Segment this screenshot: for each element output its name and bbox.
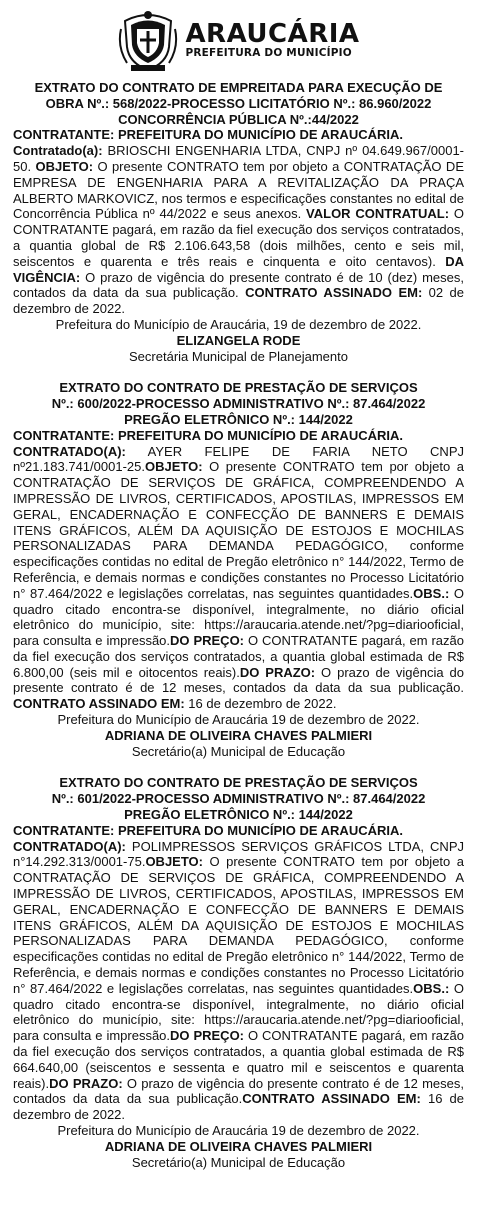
contratado-label: CONTRATADO(A):: [13, 838, 126, 854]
objeto-label: OBJETO:: [144, 459, 203, 475]
contratado-label: CONTRATADO(A):: [13, 443, 126, 459]
obs-text: O quadro citado encontra-se disponível, integralmente, no diário oficial eletrônico do município, site: https://araucaria.atende.net/?pg=diariooficial, para consulta e impressão.: [13, 980, 464, 1044]
signer-name: ADRIANA DE OLIVEIRA CHAVES PALMIERI: [104, 1138, 373, 1154]
contratante-line: CONTRATANTE: PREFEITURA DO MUNICÍPIO DE ARAUCÁRIA.: [13, 127, 403, 143]
contratado-text: POLIMPRESSOS SERVIÇOS GRÁFICOS LTDA, CNPJ n°14.292.313/0001-75.: [13, 838, 464, 870]
brand-subtitle: PREFEITURA DO MUNICÍPIO: [185, 47, 352, 59]
contratado-text: BRIOSCHI ENGENHARIA LTDA, CNPJ nº 04.649.967/0001-50.: [13, 143, 464, 174]
signer-role: Secretária Municipal de Planejamento: [129, 348, 348, 364]
contract-body: [13, 839, 464, 1123]
obs-label: OBS.:: [413, 585, 450, 601]
contratante-line: CONTRATANTE: PREFEITURA DO MUNICÍPIO DE ARAUCÁRIA.: [13, 822, 403, 838]
brand: [185, 21, 359, 59]
signer-name: ELIZANGELA RODE: [176, 332, 301, 348]
contract-body: [13, 444, 464, 713]
city-crest-logo: [117, 7, 179, 73]
place-date: Prefeitura do Município de Araucária 19 de dezembro de 2022.: [57, 712, 420, 728]
notice-title-line: EXTRATO DO CONTRATO DE PRESTAÇÃO DE SERVIÇOS: [59, 775, 418, 791]
header: [13, 6, 464, 74]
prazo-label: DO PRAZO:: [239, 664, 316, 680]
objeto-label: OBJETO:: [145, 854, 203, 870]
place-date: Prefeitura do Município de Araucária, 19 de dezembro de 2022.: [55, 316, 422, 332]
place-date: Prefeitura do Município de Araucária 19 de dezembro de 2022.: [57, 1123, 420, 1138]
signer-role: Secretário(a) Municipal de Educação: [131, 1154, 346, 1170]
preco-label: DO PREÇO:: [170, 633, 245, 649]
objeto-text: O presente CONTRATO tem por objeto a CONTRATAÇÃO DE EMPRESA DE ENGENHARIA PARA A REVITALIZAÇÃO DA PRAÇA ALBERTO MARKOVICZ, nos termos e especificações constantes no edital de Concorrência Pública nº 44/2022 e seus anexos.: [13, 158, 464, 222]
objeto-text: O presente CONTRATO tem por objeto a CONTRATAÇÃO DE SERVIÇOS DE GRÁFICA, COMPREENDENDO A IMPRESSÃO DE LIVROS, CERTIFICADOS, APOSTILAS, IMPRESSOS EM GERAL, ENCADERNAÇÃO E CONFECÇÃO DE BANNERS E DEMAIS ITENS GRÁFICOS, ALÉM DA AQUISIÇÃO DE ESTOJOS E MOCHILAS PERSONALIZADAS PARA DEMANDA PEDAGÓGICO, conforme especificações contidas no edital de Pregão eletrônico n° 144/2022, Termo de Referência, e demais normas e condições constantes no Processo Licitatório n° 87.464/2022 e legislações correlatas, nas seguintes quantidades.: [13, 854, 464, 996]
brand-name: ARAUCÁRIA: [185, 19, 360, 49]
notice-1: [13, 80, 464, 364]
assinado-label: CONTRATO ASSINADO EM:: [245, 285, 423, 301]
prazo-text: O prazo de vigência do presente contrato é de 12 meses, contados da data da sua publicação.: [13, 664, 464, 696]
notice-title-line: PREGÃO ELETRÔNICO Nº.: 144/2022: [124, 411, 353, 427]
contratante-line: CONTRATANTE: PREFEITURA DO MUNICÍPIO DE ARAUCÁRIA.: [13, 427, 403, 443]
preco-text: O CONTRATANTE pagará, em razão da fiel execução dos serviços contratados, a quantia global estimada de R$ 6.800,00 (seis mil e oitocentos reais).: [13, 633, 464, 680]
notice-title-line: Nº.: 600/2022-PROCESSO ADMINISTRATIVO Nº.: 87.464/2022: [51, 396, 426, 412]
notice-title-line: EXTRATO DO CONTRATO DE EMPREITADA PARA EXECUÇÃO DE: [34, 80, 443, 95]
assinado-label: CONTRATO ASSINADO EM:: [13, 696, 185, 712]
vigencia-label: DA VIGÊNCIA:: [13, 253, 464, 285]
notice-title-line: EXTRATO DO CONTRATO DE PRESTAÇÃO DE SERVIÇOS: [59, 380, 418, 396]
spacer: [13, 364, 464, 380]
signer-role: Secretário(a) Municipal de Educação: [131, 743, 346, 759]
notice-title-line: Nº.: 601/2022-PROCESSO ADMINISTRATIVO Nº.: 87.464/2022: [51, 791, 426, 807]
assinado-text: 16 de dezembro de 2022.: [184, 696, 337, 712]
preco-text: O CONTRATANTE pagará, em razão da fiel execução dos serviços contratados, a quantia global estimada de R$ 664.640,00 (seiscentos e sessenta e quatro mil e seiscentos e quarenta reais).: [13, 1028, 464, 1091]
obs-label: OBS.:: [413, 980, 450, 996]
notice-title-line: OBRA Nº.: 568/2022-PROCESSO LICITATÓRIO Nº.: 86.960/2022: [45, 95, 432, 111]
assinado-label: CONTRATO ASSINADO EM:: [242, 1091, 421, 1107]
notice-3: [13, 775, 464, 1170]
vigencia-text: O prazo de vigência do presente contrato é de 10 (dez) meses, contados da data da sua publicação.: [13, 269, 464, 301]
prazo-text: O prazo de vigência do presente contrato é de 12 meses, contados da data da sua publicação.: [13, 1075, 464, 1107]
objeto-label: OBJETO:: [35, 158, 94, 174]
notice-2: [13, 380, 464, 759]
assinado-text: 16 de dezembro de 2022.: [13, 1091, 464, 1123]
valor-text: O CONTRATANTE pagará, em razão da fiel execução dos serviços contratados, a quantia global de R$ 2.106.643,58 (dois milhões, cento e seis mil, seiscentos e quarenta e três reais e cinquenta e oito centavos).: [13, 206, 464, 269]
contract-body: [13, 143, 464, 317]
assinado-text: 02 de dezembro de 2022.: [13, 285, 464, 317]
preco-label: DO PREÇO:: [170, 1028, 245, 1044]
prazo-label: DO PRAZO:: [49, 1075, 123, 1091]
objeto-text: O presente CONTRATO tem por objeto a CONTRATAÇÃO DE SERVIÇOS DE GRÁFICA, COMPREENDENDO A IMPRESSÃO DE LIVROS, CERTIFICADOS, APOSTILAS, IMPRESSOS EM GERAL, ENCADERNAÇÃO E CONFECÇÃO DE BANNERS E DEMAIS ITENS GRÁFICOS, ALÉM DA AQUISIÇÃO DE ESTOJOS E MOCHILAS PERSONALIZADAS PARA DEMANDA PEDAGÓGICO, conforme especificações contidas no edital de Pregão eletrônico n° 144/2022, Termo de Referência, e demais normas e condições constantes no Processo Licitatório n° 87.464/2022 e legislações correlatas, nas seguintes quantidades.: [13, 459, 464, 601]
signer-name: ADRIANA DE OLIVEIRA CHAVES PALMIERI: [104, 727, 373, 743]
notice-title-line: CONCORRÊNCIA PÚBLICA Nº.:44/2022: [118, 111, 359, 127]
contratado-text: AYER FELIPE DE FARIA NETO CNPJ nº21.183.741/0001-25.: [13, 443, 464, 475]
notice-title-line: PREGÃO ELETRÔNICO Nº.: 144/2022: [124, 807, 353, 823]
spacer: [13, 759, 464, 775]
obs-text: O quadro citado encontra-se disponível, integralmente, no diário oficial eletrônico do município, site: https://araucaria.atende.net/?pg=diariooficial, para consulta e impressão.: [13, 585, 464, 649]
valor-label: VALOR CONTRATUAL:: [306, 206, 450, 222]
contratado-label: Contratado(a):: [13, 143, 103, 159]
